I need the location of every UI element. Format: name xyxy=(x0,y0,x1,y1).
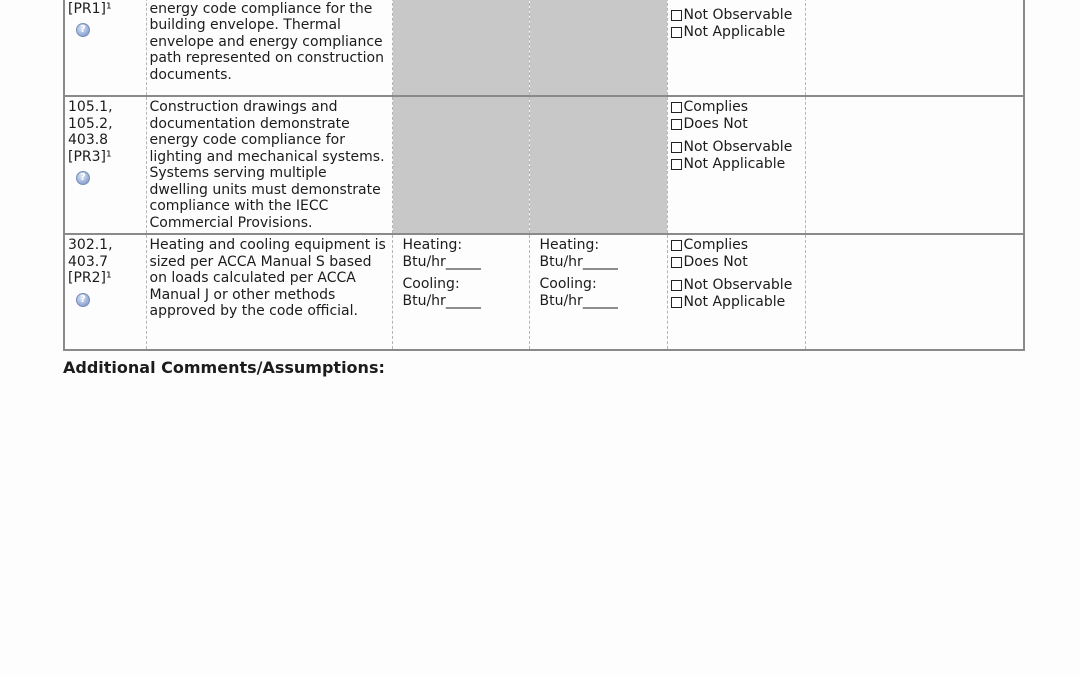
option-not-observable[interactable] xyxy=(671,139,802,156)
field-verified-cell xyxy=(529,234,667,350)
requirement-text: Heating and cooling equipment is sized per ACCA Manual S based on loads calculated per ACCA Manual J or other methods approved by the code official. xyxy=(149,237,386,319)
checkbox[interactable] xyxy=(671,10,682,21)
option-label: Not Applicable xyxy=(683,24,786,41)
compliance-options-cell xyxy=(667,234,805,350)
option-complies[interactable] xyxy=(671,99,802,116)
code-reference: 105.1, xyxy=(68,99,113,115)
help-icon[interactable] xyxy=(76,171,90,185)
checkbox[interactable] xyxy=(671,297,682,308)
option-label xyxy=(684,0,748,1)
comments-cell[interactable] xyxy=(805,0,1024,96)
code-reference: 403.7 xyxy=(68,253,109,270)
code-reference-cell xyxy=(64,96,146,234)
help-icon[interactable] xyxy=(76,23,90,37)
option-not-observable[interactable] xyxy=(671,7,802,24)
option-complies[interactable] xyxy=(671,237,802,254)
compliance-sheet xyxy=(63,0,1023,351)
option-label: Not Observable xyxy=(683,139,793,156)
code-reference: [PR3]¹ xyxy=(68,148,112,165)
heating-label: Heating: xyxy=(539,237,600,253)
option-label: Not Observable xyxy=(683,7,793,24)
option-not-applicable[interactable] xyxy=(671,156,802,173)
option-label: Not Applicable xyxy=(683,294,786,311)
compliance-options-cell xyxy=(667,96,805,234)
option-not-observable[interactable] xyxy=(671,277,802,294)
option-not-applicable[interactable] xyxy=(671,24,802,41)
requirement-cell xyxy=(146,0,392,96)
cooling-value-field[interactable]: Btu/hr_____ xyxy=(402,292,481,309)
option-label: Not Observable xyxy=(683,277,793,294)
code-reference-cell xyxy=(64,234,146,350)
table-row xyxy=(64,234,1024,350)
additional-comments-heading: Additional Comments/Assumptions: xyxy=(63,358,385,377)
checkbox[interactable] xyxy=(671,159,682,170)
requirement-text: energy code compliance for the building envelope. Thermal envelope and energy compliance path represented on construction documents. xyxy=(149,0,384,83)
cooling-value-field[interactable]: Btu/hr_____ xyxy=(539,292,618,309)
option-not-applicable[interactable] xyxy=(671,294,802,311)
plans-verified-cell xyxy=(392,96,529,234)
option-label: Not Applicable xyxy=(683,156,786,173)
heating-label: Heating: xyxy=(402,237,463,253)
plans-verified-cell xyxy=(392,0,529,96)
code-reference: 403.8 xyxy=(68,132,109,148)
compliance-options-cell xyxy=(667,0,805,96)
comments-cell[interactable] xyxy=(805,96,1024,234)
heating-value-field[interactable]: Btu/hr_____ xyxy=(402,253,481,270)
checkbox[interactable] xyxy=(671,240,682,251)
requirement-cell xyxy=(146,234,392,350)
table-row xyxy=(64,0,1024,96)
compliance-table xyxy=(63,0,1025,351)
cooling-label: Cooling: xyxy=(539,276,597,292)
option-does-not[interactable] xyxy=(671,254,802,271)
option-label: Does Not xyxy=(683,116,748,133)
checkbox[interactable] xyxy=(671,119,682,130)
comments-cell[interactable] xyxy=(805,234,1024,350)
checkbox[interactable] xyxy=(671,257,682,268)
code-reference: [PR1]¹ xyxy=(68,0,112,17)
code-reference: 302.1, xyxy=(68,237,113,253)
field-verified-cell xyxy=(529,0,667,96)
option-label: Complies xyxy=(683,237,749,254)
heating-value-field[interactable]: Btu/hr_____ xyxy=(539,253,618,270)
checkbox[interactable] xyxy=(671,142,682,153)
field-verified-cell xyxy=(529,96,667,234)
code-reference: [PR2]¹ xyxy=(68,270,112,286)
code-reference: 105.2, xyxy=(68,115,113,132)
requirement-cell xyxy=(146,96,392,234)
cooling-label: Cooling: xyxy=(402,276,460,292)
checkbox[interactable] xyxy=(671,27,682,38)
code-reference-cell xyxy=(64,0,146,96)
requirement-text: Construction drawings and documentation demonstrate energy code compliance for lighting and mechanical systems. Systems serving multiple dwelling units must demonstrate compliance with the IECC Commercial Provisions. xyxy=(149,99,385,231)
option-does-not[interactable] xyxy=(671,116,802,133)
checkbox[interactable] xyxy=(671,102,682,113)
option-label: Does Not xyxy=(683,254,748,271)
table-row xyxy=(64,96,1024,234)
help-icon[interactable] xyxy=(76,293,90,307)
plans-verified-cell xyxy=(392,234,529,350)
checkbox[interactable] xyxy=(671,280,682,291)
option-label: Complies xyxy=(683,99,749,116)
